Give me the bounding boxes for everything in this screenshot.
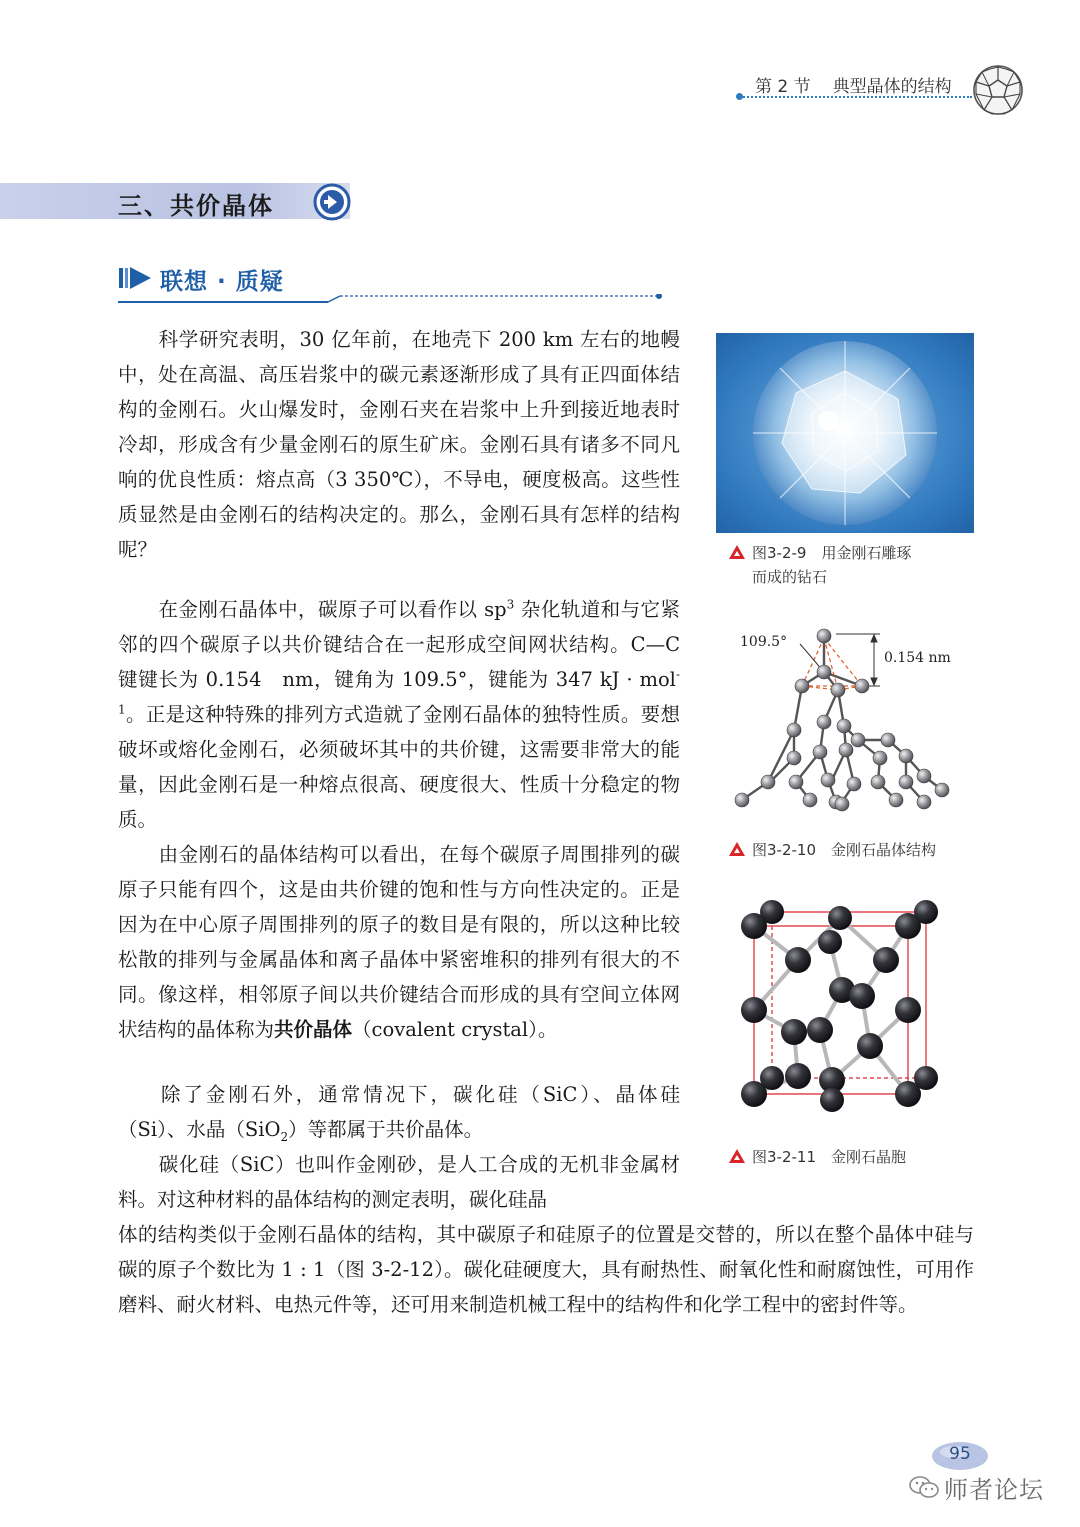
paragraph-intro — [118, 322, 680, 567]
triangle-marker-icon — [728, 841, 746, 857]
figure-caption-1 — [728, 541, 911, 565]
arrow-right-icon — [313, 183, 351, 221]
bond-angle-label: 109.5° — [740, 634, 788, 650]
figure-caption-1-text: 图3-2-9 用金刚石雕琢 — [752, 544, 912, 562]
figure-caption-3-text: 图3-2-11 金刚石晶胞 — [752, 1148, 906, 1166]
figure-caption-3 — [728, 1145, 906, 1169]
figure-caption-1-cont: 而成的钻石 — [752, 568, 828, 586]
paragraph-sic-details: 体的结构类似于金刚石晶体的结构，其中碳原子和硅原子的位置是交替的，所以在整个晶体中硅与碳的原子个数比为 1 : 1（图 3-2-12）。碳化硅硬度大，具有耐热性、耐氧化性和耐腐蚀性，可用作磨料、耐火材料、电热元件等，还可用来制造机械工程中的结构件和化学工程中的密封件等。 — [118, 1223, 974, 1316]
paragraph-other-covalent — [118, 1077, 680, 1147]
bond-length-label: 0.154 nm — [884, 650, 951, 666]
p4-subscript: 2 — [280, 1129, 289, 1144]
p4-text-b: ）等都属于共价晶体。 — [288, 1118, 484, 1141]
p2-superscript-unit: -1 — [118, 667, 680, 717]
triangle-marker-icon — [728, 1148, 746, 1164]
triangle-marker-icon — [728, 544, 746, 560]
p4-text-a: 除了金刚石外，通常情况下，碳化硅（SiC）、晶体硅（Si）、水晶（SiO — [118, 1083, 680, 1141]
diamond-lattice-diagram — [728, 622, 978, 830]
figure-caption-2-text: 图3-2-10 金刚石晶体结构 — [752, 841, 936, 859]
p2-text-c: 。正是这种特殊的排列方式造就了金刚石晶体的独特性质。要想破坏或熔化金刚石，必须破坏其中的共价键，这需要非常大的能量，因此金刚石是一种熔点很高、硬度很大、性质十分稳定的物质。 — [118, 703, 680, 831]
play-forward-icon — [118, 265, 152, 291]
p3-text-a: 由金刚石的晶体结构可以看出，在每个碳原子周围排列的碳原子只能有四个，这是由共价键的饱和性与方向性决定的。正是因为在中心原子周围排列的原子的数目是有限的，所以这种比较松散的排列与金属晶体和离子晶体中紧密堆积的排列有很大的不同。像这样，相邻原子间以共价键结合而形成的具有空间立体网状结构的晶体称为 — [118, 843, 680, 1041]
term-covalent-crystal: 共价晶体 — [274, 1018, 353, 1041]
diamond-unit-cell-diagram — [722, 898, 940, 1126]
section-title: 三、共价晶体 — [118, 192, 274, 220]
fullerene-icon — [972, 64, 1024, 116]
subheading-rule — [118, 294, 663, 304]
page-number: 95 — [949, 1444, 971, 1464]
paragraph-sic-intro — [118, 1147, 680, 1217]
running-header — [755, 72, 952, 97]
paragraph-intro-text: 科学研究表明，30 亿年前，在地壳下 200 km 左右的地幔中，处在高温、高压岩浆中的碳元素逐渐形成了具有正四面体结构的金刚石。火山爆发时，金刚石夹在岩浆中上升到接近地表时冷却，形成含有少量金刚石的原生矿床。金刚石具有诸多不同凡响的优良性质：熔点高（3 350℃），不导电，硬度极高。这些性质显然是由金刚石的结构决定的。那么，金刚石具有怎样的结构呢？ — [118, 328, 680, 561]
p2-superscript-sp3: 3 — [506, 597, 515, 612]
p2-text-b: 杂化轨道和与它紧邻的四个碳原子以共价键结合在一起形成空间网状结构。C—C 键键长为 0.154 nm，键角为 109.5°，键能为 347 kJ · mol — [118, 598, 680, 691]
paragraph-diamond-bonding — [118, 592, 680, 837]
p5-text: 碳化硅（SiC）也叫作金刚砂，是人工合成的无机非金属材料。对这种材料的晶体结构的测定表明，碳化硅晶 — [118, 1153, 680, 1211]
p2-text-a: 在金刚石晶体中，碳原子可以看作以 sp — [158, 598, 507, 621]
wechat-icon — [908, 1474, 940, 1500]
header-section-title: 典型晶体的结构 — [832, 77, 952, 97]
figure-caption-2 — [728, 838, 936, 862]
p3-text-b: （covalent crystal）。 — [352, 1018, 558, 1041]
header-rule — [740, 96, 972, 98]
paragraph-covalent-crystal — [118, 837, 680, 1047]
watermark-text: 师者论坛 — [944, 1476, 1044, 1504]
diamond-photo — [716, 333, 974, 533]
header-section-no: 第 2 节 — [755, 77, 811, 97]
subheading-title: 联想 · 质疑 — [160, 269, 284, 295]
